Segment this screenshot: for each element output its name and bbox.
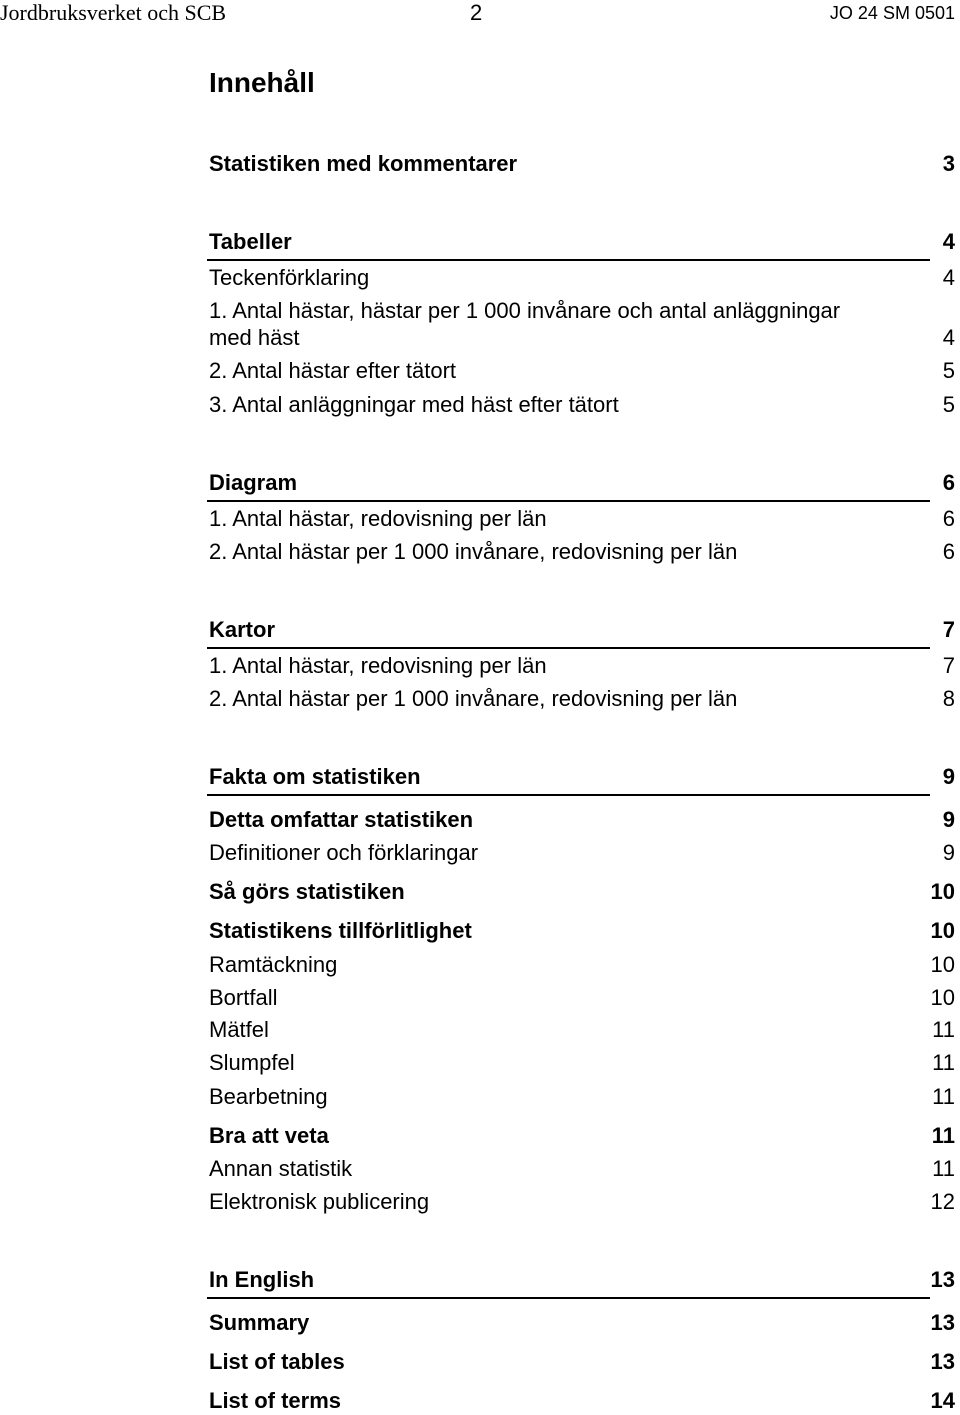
toc-item-page: 10 [930,985,955,1010]
toc-item-page: 10 [930,918,955,943]
toc-item-page: 10 [930,879,955,904]
toc-item-page: 11 [932,1050,955,1075]
section-rule [207,647,930,649]
toc-item-label: List of terms [209,1388,342,1413]
toc-item-label: Statistiken med kommentarer [209,151,518,176]
toc-item-label: Annan statistik [209,1156,353,1181]
header-publisher: Jordbruksverket och SCB [0,0,227,25]
toc-item-label: Fakta om statistiken [209,764,421,789]
toc-item-page: 11 [932,1084,955,1109]
toc-item-page: 6 [942,470,955,495]
toc-item-label: Bra att veta [209,1123,329,1148]
toc-item-label: In English [209,1267,315,1292]
toc-item-label: 2. Antal hästar efter tätort [209,358,457,383]
toc-item-page: 14 [930,1388,955,1413]
toc-item-page: 13 [930,1267,955,1292]
toc-item-label: Statistikens tillförlitlighet [209,918,472,943]
toc-item-label: 1. Antal hästar, redovisning per län [209,506,547,531]
section-rule [207,794,930,796]
toc-item-label: Diagram [209,470,298,495]
toc-item-page: 5 [942,358,955,383]
toc-item-page: 4 [942,229,955,254]
toc-item-page: 7 [942,617,955,642]
section-rule [207,259,930,261]
toc-item-label: Teckenförklaring [209,265,370,290]
toc-item-label: List of tables [209,1349,345,1374]
toc-item-label: 1. Antal hästar, hästar per 1 000 invånare och antal anläggningar [209,298,841,323]
toc-item-page: 12 [930,1189,955,1214]
toc-item-page: 13 [930,1349,955,1374]
toc-item-label: Så görs statistiken [209,879,405,904]
toc-item-page: 9 [942,764,955,789]
toc-item-label: Elektronisk publicering [209,1189,430,1214]
toc-item-page: 7 [942,653,955,678]
toc-item-page: 11 [932,1156,955,1181]
toc-item-page: 13 [930,1310,955,1335]
toc-item-page: 5 [942,392,955,417]
toc-item-page: 6 [942,506,955,531]
toc-item-page: 3 [942,151,955,176]
toc-item-label: med häst [209,325,300,350]
toc-item-page: 4 [942,325,955,350]
toc-item-page: 9 [942,807,955,832]
toc-item-page: 11 [932,1017,955,1042]
toc-item-label: Slumpfel [209,1050,295,1075]
toc-item-label: Tabeller [209,229,292,254]
toc-item-label: 2. Antal hästar per 1 000 invånare, redovisning per län [209,686,738,711]
toc-item-page: 9 [942,840,955,865]
toc-item-page: 10 [930,952,955,977]
toc-item-label: Definitioner och förklaringar [209,840,479,865]
toc-item-label: Kartor [209,617,276,642]
toc-item-page: 6 [942,539,955,564]
toc-item-label: 1. Antal hästar, redovisning per län [209,653,547,678]
toc-item-page: 4 [942,265,955,290]
toc-item-label: 2. Antal hästar per 1 000 invånare, redovisning per län [209,539,738,564]
section-rule [207,500,930,502]
toc-item-page: 8 [942,686,955,711]
toc-item-label: Bortfall [209,985,278,1010]
header-report-id: JO 24 SM 0501 [829,3,955,23]
toc-title: Innehåll [209,67,315,98]
section-rule [207,1297,930,1299]
header-page-number: 2 [470,0,483,25]
toc-item-label: Ramtäckning [209,952,338,977]
toc-item-label: Mätfel [209,1017,269,1042]
page-header [0,0,960,30]
toc-item-label: 3. Antal anläggningar med häst efter tätort [209,392,619,417]
toc-item-page: 11 [931,1123,955,1148]
toc-item-label: Bearbetning [209,1084,328,1109]
toc-item-label: Detta omfattar statistiken [209,807,474,832]
toc-item-label: Summary [209,1310,310,1335]
